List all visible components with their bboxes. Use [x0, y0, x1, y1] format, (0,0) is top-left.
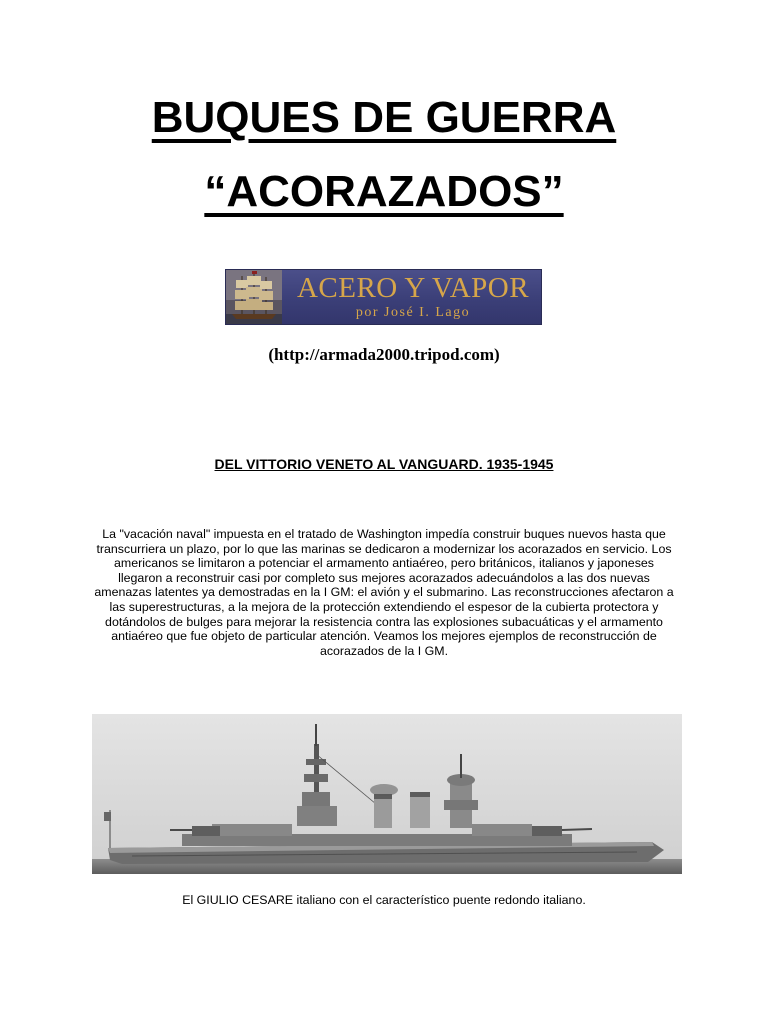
acero-y-vapor-banner[interactable] [225, 269, 542, 325]
section-heading: DEL VITTORIO VENETO AL VANGUARD. 1935-1945 [214, 456, 554, 472]
website-url-link[interactable]: (http://armada2000.tripod.com) [268, 345, 500, 364]
giulio-cesare-ship-image [92, 714, 682, 874]
body-paragraph: La "vacación naval" impuesta en el tratado de Washington impedía construir buques nuevos hasta que transcurriera un plazo, por lo que las marinas se dedicaron a modernizar los acorazados en servicio. Los americanos se limitaron a potenciar el armamento antiaéreo, pero británicos, italianos y japoneses llegaron a reconstruir casi por completo sus mejores acorazados adecuándolos a las dos nuevas amenazas latentes ya demostradas en la I GM: el avión y el submarino. Las reconstrucciones afectaron a las superestructuras, a la mejora de la protección extendiendo el espesor de la cubierta protectora y dotándolos de bulges para mejorar la resistencia contra las explosiones subacuáticas y el armamento antiaéreo que fue objeto de particular atención. Veamos los mejores ejemplos de reconstrucción de acorazados de la I GM. [94, 527, 674, 658]
sailing-ship-icon [226, 270, 282, 324]
title-line-1-text: BUQUES DE GUERRA [151, 93, 617, 142]
banner-title: ACERO Y VAPOR [296, 272, 530, 304]
banner-author: por José I. Lago [355, 305, 471, 320]
title-line-2-text: “ACORAZADOS” [204, 167, 564, 216]
photo-caption: El GIULIO CESARE italiano con el característico puente redondo italiano. [182, 893, 586, 907]
battleship-photo [92, 714, 682, 874]
document-title-line-1 [0, 93, 768, 142]
document-title-line-2 [0, 167, 768, 216]
